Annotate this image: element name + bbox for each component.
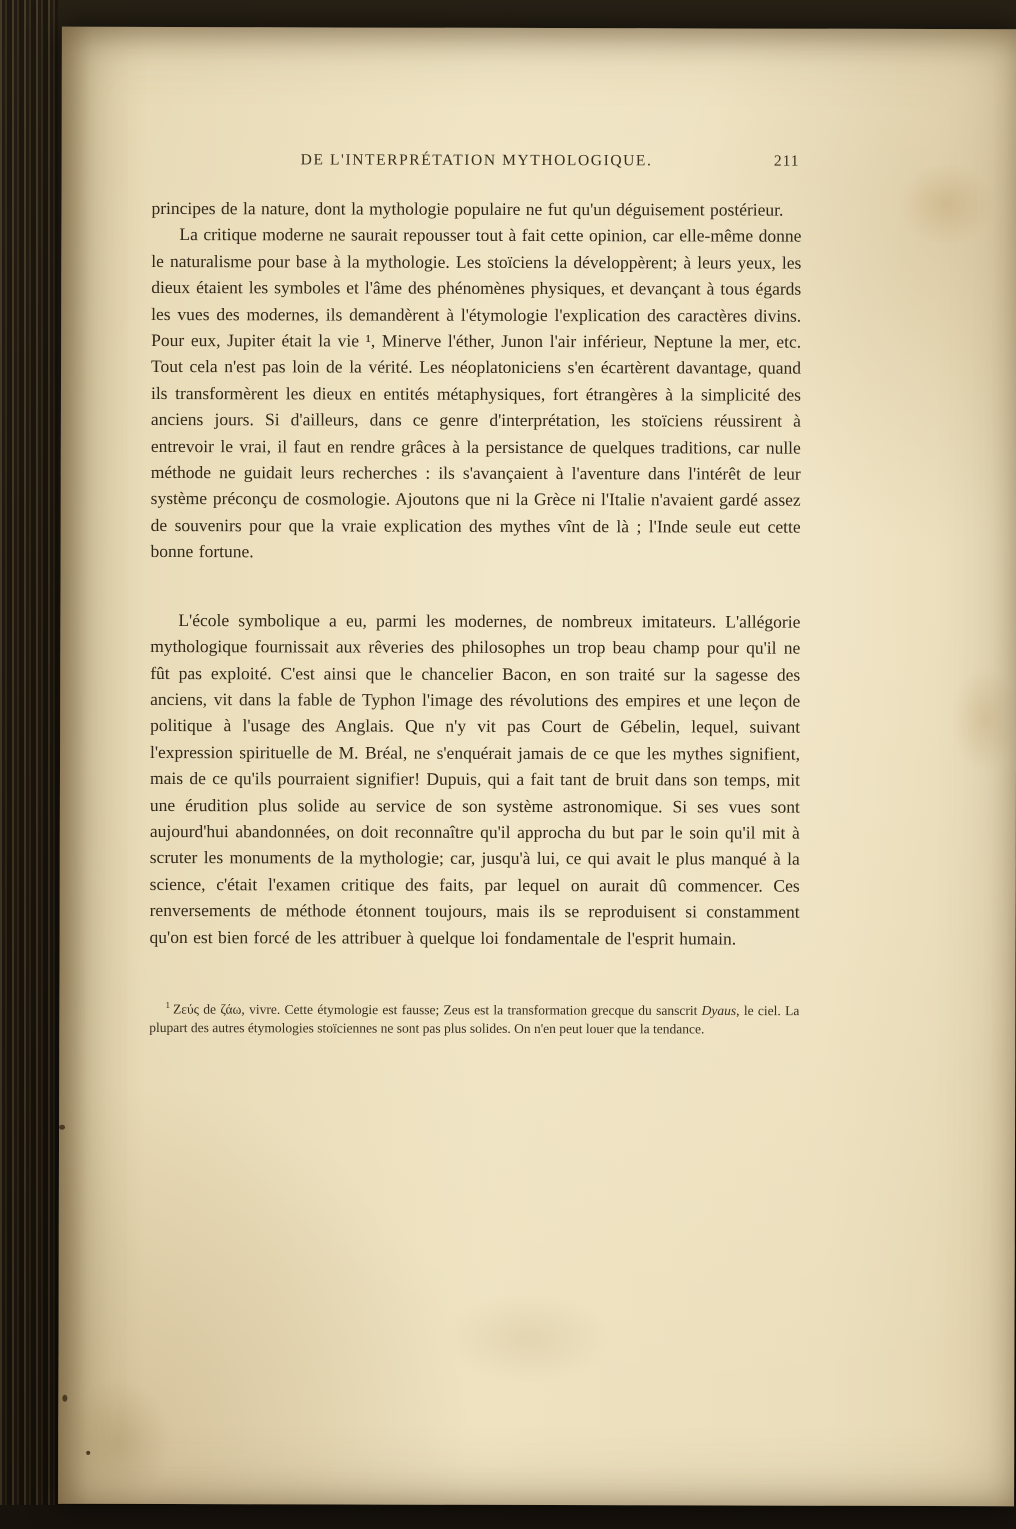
footnote-text: Ζεύς de ζάω, vivre. Cette étymologie est fausse; Zeus est la transformation grecque du sanscrit: [173, 1001, 702, 1018]
paragraph-continuation: principes de la nature, dont la mythologie populaire ne fut qu'un déguisement postérieur.: [151, 197, 784, 220]
footnote: [149, 996, 799, 1039]
running-header: [152, 151, 802, 171]
footnote-marker: 1: [165, 999, 171, 1011]
book-page-edges: [0, 0, 58, 1505]
book-page: [58, 27, 1016, 1506]
paper-stain: [48, 1357, 188, 1527]
footnote-text: , le ciel. La plupart des autres étymologies stoïciennes ne sont pas plus solides. On n'en peut louer que la tendance.: [149, 1002, 800, 1037]
paragraph: La critique moderne ne saurait repousser tout à fait cette opinion, car elle-même donne le naturalisme pour base à la mythologie. Les stoïciens la développèrent; à leurs yeux, les dieux étaient les symboles et l'âme des phénomènes physiques, et devançant à tous égards les vues des modernes, ils demandèrent à l'étymologie l'explication des caractères divins. Pour eux, Jupiter était la vie ¹, Minerve l'éther, Junon l'air inférieur, Neptune la mer, etc. Tout cela n'est pas loin de la vérité. Les néoplatoniciens s'en écartèrent davantage, quand ils transformèrent les dieux en entités métaphysiques, fort étrangères à la simplicité des anciens jours. Si d'ailleurs, dans ce genre d'interprétation, les stoïciens réussirent à entrevoir le vrai, il faut en rendre grâces à la persistance de quelques traditions, car nulle méthode ne guidait leurs recherches : ils s'avançaient à l'aventure dans l'intérêt de leur système préconçu de cosmologie. Ajoutons que ni la Grèce ni l'Italie n'avaient gardé assez de souvenirs pour que la vraie explication des mythes vînt de là ; l'Inde seule eut cette bonne fortune.: [150, 224, 802, 562]
paper-stain: [881, 149, 1011, 259]
footnote-italic-term: Dyaus: [701, 1002, 737, 1018]
paper-speck: [86, 1451, 90, 1455]
paper-speck: [59, 1125, 65, 1130]
paper-stain: [940, 649, 1016, 789]
paragraph: L'école symbolique a eu, parmi les modernes, de nombreux imitateurs. L'allégorie mythologique fournissait aux rêveries des philosophes un trop beau champ pour qu'il ne fût pas exploité. C'est ainsi que le chancelier Bacon, en son traité sur la sagesse des anciens, vit dans la fable de Typhon l'image des révolutions des empires et une leçon de politique à l'usage des Anglais. Que n'y vit pas Court de Gébelin, lequel, suivant l'expression spirituelle de M. Bréal, ne s'enquérait jamais de ce que les mythes signifient, mais de ce qu'ils pourraient signifier! Dupuis, qui a fait tant de bruit dans son temps, mit une érudition plus solide au service de son système astronomique. Si ses vues sont aujourd'hui abandonnées, on doit reconnaître qu'il approcha du but par le soin qu'il mit à scruter les monuments de la mythologie; car, jusqu'à lui, ce qui avait le plus manqué à la science, c'était l'examen critique des faits, par lequel on aurait dû commencer. Ces renversements de méthode étonnent toujours, mais ils se reproduisent si constamment qu'on est bien forcé de les attribuer à quelque loi fondamentale de l'esprit humain.: [149, 609, 801, 949]
paper-stain: [418, 1278, 638, 1399]
paper-speck: [62, 1395, 67, 1402]
page-content: [149, 151, 801, 1039]
chapter-title: DE L'INTERPRÉTATION MYTHOLOGIQUE.: [300, 151, 653, 170]
page-number: 211: [773, 152, 800, 170]
